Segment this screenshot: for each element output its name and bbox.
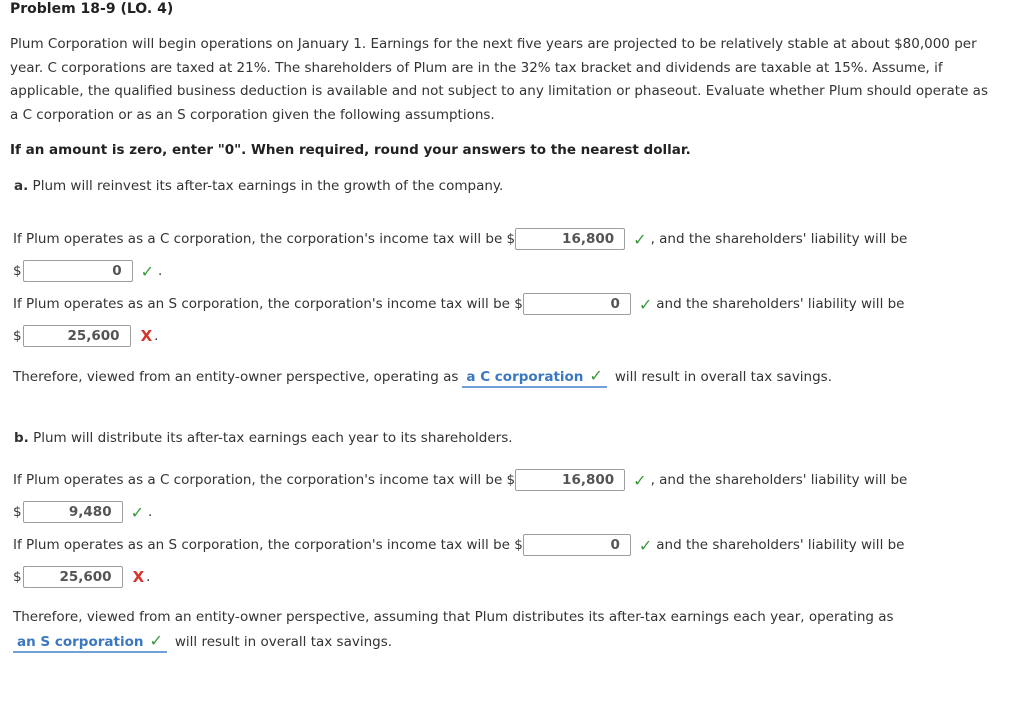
part-b-s-liability-input[interactable]: 25,600	[23, 566, 123, 588]
c-corp-text: If Plum operates as a C corporation, the corporation's income tax will be $	[13, 472, 516, 488]
part-b-heading	[14, 430, 513, 446]
part-b-c-row	[13, 467, 907, 493]
part-a-c-liability-input[interactable]: 0	[23, 260, 133, 282]
cross-icon: X	[140, 327, 153, 345]
part-b-c-liability-row	[13, 499, 152, 525]
s-corp-text: If Plum operates as an S corporation, the corporation's income tax will be $	[13, 296, 523, 312]
problem-intro: Plum Corporation will begin operations on January 1. Earnings for the next five years are projected to be relatively stable at about $80,000 per year. C corporations are taxed at 21%. The shareholders of Plum are in the 32% tax bracket and dividends are taxable at 15%. Assume, if applicable, the qualified business deduction is available and not subject to any limitation or phaseout. Evaluate whether Plum should operate as a C corporation or as an S corporation given the following assumptions.	[10, 36, 988, 123]
part-b-choice-dropdown[interactable]	[13, 631, 167, 653]
part-a-s-liability-row	[13, 323, 158, 349]
part-a-s-tax-input[interactable]: 0	[523, 293, 631, 315]
part-b-c-tax-input[interactable]: 16,800	[515, 469, 625, 491]
instruction: If an amount is zero, enter "0". When required, round your answers to the nearest dollar.	[10, 142, 691, 158]
part-a-c-tax-input[interactable]: 16,800	[515, 228, 625, 250]
check-icon: ✓	[130, 502, 144, 522]
part-a-heading	[14, 178, 503, 194]
part-b-s-liability-row	[13, 564, 150, 590]
part-b-therefore-text: Therefore, viewed from an entity-owner perspective, assuming that Plum distributes its after-tax earnings each year, operating as	[13, 609, 894, 625]
part-a-letter: a.	[14, 178, 29, 194]
dollar-sign: $	[13, 328, 22, 344]
check-icon: ✓	[589, 366, 603, 385]
part-b-s-row	[13, 532, 904, 558]
part-b-choice-row	[13, 629, 392, 655]
part-a-c-row	[13, 226, 907, 252]
liability-text: and the shareholders' liability will be	[656, 296, 905, 312]
part-a-choice-value: a C corporation	[466, 369, 584, 385]
check-icon: ✓	[638, 294, 653, 314]
check-icon: ✓	[633, 229, 647, 249]
part-a-c-liability-row	[13, 258, 162, 284]
will-result-text: will result in overall tax savings.	[174, 634, 393, 650]
part-a-therefore-row	[13, 364, 832, 390]
part-a-therefore-text: Therefore, viewed from an entity-owner perspective, operating as	[13, 369, 459, 385]
part-a-s-row	[13, 291, 904, 317]
liability-text: and the shareholders' liability will be	[656, 537, 905, 553]
dollar-sign: $	[13, 504, 22, 520]
s-corp-text: If Plum operates as an S corporation, the corporation's income tax will be $	[13, 537, 523, 553]
cross-icon: X	[132, 568, 145, 586]
check-icon: ✓	[633, 470, 647, 490]
part-a-text: Plum will reinvest its after-tax earnings in the growth of the company.	[32, 178, 504, 194]
dollar-sign: $	[13, 263, 22, 279]
c-corp-text: If Plum operates as a C corporation, the corporation's income tax will be $	[13, 231, 516, 247]
will-result-text: will result in overall tax savings.	[614, 369, 833, 385]
period: .	[146, 569, 151, 585]
check-icon: ✓	[638, 535, 653, 555]
part-b-text: Plum will distribute its after-tax earnings each year to its shareholders.	[33, 430, 513, 446]
period: .	[148, 504, 153, 520]
liability-text: , and the shareholders' liability will be	[650, 231, 908, 247]
part-b-choice-value: an S corporation	[17, 634, 144, 650]
problem-title: Problem 18-9 (LO. 4)	[10, 1, 174, 17]
part-b-c-liability-input[interactable]: 9,480	[23, 501, 123, 523]
dollar-sign: $	[13, 569, 22, 585]
part-a-s-liability-input[interactable]: 25,600	[23, 325, 131, 347]
part-b-s-tax-input[interactable]: 0	[523, 534, 631, 556]
period: .	[158, 263, 163, 279]
part-b-letter: b.	[14, 430, 29, 446]
liability-text: , and the shareholders' liability will be	[650, 472, 908, 488]
period: .	[154, 328, 159, 344]
check-icon: ✓	[149, 631, 163, 650]
part-a-choice-dropdown[interactable]	[462, 366, 606, 388]
check-icon: ✓	[140, 261, 154, 281]
